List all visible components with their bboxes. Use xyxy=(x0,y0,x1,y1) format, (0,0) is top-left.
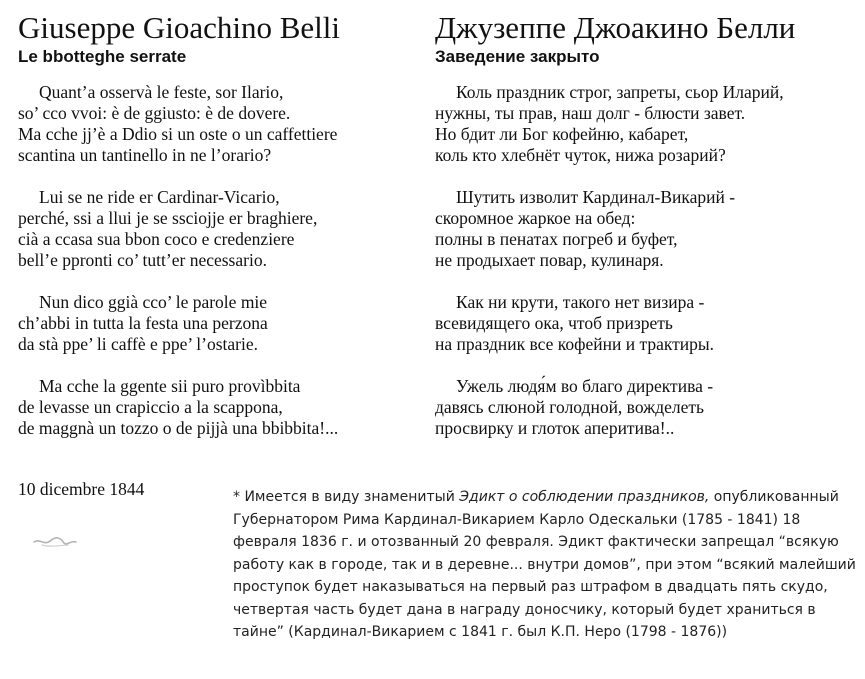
poem-line: Ma cche jj’è a Ddio si un oste o un caffettiere xyxy=(18,124,338,144)
poem-line: Quant’a osservà le feste, sor Ilario, xyxy=(39,82,284,102)
poem-line: cià a ccasa sua bbon coco e credenziere xyxy=(18,229,295,249)
russian-poem xyxy=(435,82,860,439)
stanza xyxy=(18,82,423,166)
stanza xyxy=(435,292,860,355)
poem-line: скоромное жаркое на обед: xyxy=(435,208,636,228)
poem-line: Как ни крути, такого нет визира - xyxy=(456,292,705,312)
poem-line: perché, ssi a llui je se ssciojje er braghiere, xyxy=(18,208,318,228)
poem-line: Nun dico ggià cco’ le parole mie xyxy=(39,292,268,312)
russian-title: Заведение закрыто xyxy=(435,47,600,66)
poem-line: da stà ppe’ li caffè e ppe’ l’ostarie. xyxy=(18,334,259,354)
stanza xyxy=(435,187,860,271)
poem-line: scantina un tantinello in ne l’orario? xyxy=(18,145,272,165)
poem-line: давясь слюной голодной, вожделеть xyxy=(435,397,705,417)
poem-line: Но бдит ли Бог кофейню, кабарет, xyxy=(435,124,689,144)
italian-poem xyxy=(18,82,423,439)
italian-column xyxy=(18,10,423,460)
italian-title: Le bbotteghe serrate xyxy=(18,47,187,66)
poem-line: не продыхает повар, кулинаря. xyxy=(435,250,664,270)
poem-line: Lui se ne ride er Cardinar-Vicario, xyxy=(39,187,280,207)
poem-line: нужны, ты прав, наш долг - блюсти завет. xyxy=(435,103,746,123)
poem-line: Ma cche la ggente sii puro provìbbita xyxy=(39,376,301,396)
poem-line: so’ cco vvoi: è de ggiusto: è de dovere. xyxy=(18,103,291,123)
poem-line: на праздник все кофейни и трактиры. xyxy=(435,334,715,354)
stanza xyxy=(435,376,860,439)
poem-line: просвирку и глоток аперитива!.. xyxy=(435,418,675,438)
poem-line: bell’e ppronti co’ tutt’er necessario. xyxy=(18,250,267,270)
poem-line: Шутить изволит Кардинал-Викарий - xyxy=(456,187,736,207)
italian-author: Giuseppe Gioachino Belli xyxy=(18,10,340,45)
poem-line: коль кто хлебнёт чуток, нижа розарий? xyxy=(435,145,726,165)
poem-line: Коль праздник строг, запреты, сьор Иларий, xyxy=(456,82,784,102)
poem-line: de levasse un crapiccio a la scappona, xyxy=(18,397,283,417)
russian-author: Джузеппе Джоакино Белли xyxy=(435,10,796,45)
footnote-body: опубликованный Губернатором Рима Кардинал-Викарием Карло Одескальки (1785 - 1841) 18 февраля 1836 г. и отозванный 20 февраля. Эдикт фактически запрещал “всякую работу как в городе, так и в деревне... внутри домов”, при этом “всякий малейший проступок будет наказываться на первый раз штрафом в двадцать пять скудо, четвертая часть будет дана в награду доносчику, который будет храниться в тайне” (Кардинал-Викарием с 1841 г. был К.П. Неро (1798 - 1876)) xyxy=(233,489,856,640)
poem-line: всевидящего ока, чтоб призреть xyxy=(435,313,673,333)
stanza xyxy=(18,187,423,271)
stanza xyxy=(18,292,423,355)
stanza xyxy=(435,82,860,166)
russian-column xyxy=(435,10,860,460)
poem-line: полны в пенатах погреб и буфет, xyxy=(435,229,678,249)
stanza xyxy=(18,376,423,439)
footnote xyxy=(233,486,859,644)
poem-line: de maggnà un tozzo o de pijjà una bbibbita!... xyxy=(18,418,339,438)
poem-line: ch’abbi in tutta la festa una perzona xyxy=(18,313,268,333)
footnote-prefix: * Имеется в виду знаменитый xyxy=(233,489,460,505)
signature-image xyxy=(30,528,80,552)
poem-line: Ужель людя́м во благо директива - xyxy=(456,376,714,396)
footnote-edict-title: Эдикт о соблюдении праздников, xyxy=(459,489,710,505)
poem-date: 10 dicembre 1844 xyxy=(18,479,145,499)
